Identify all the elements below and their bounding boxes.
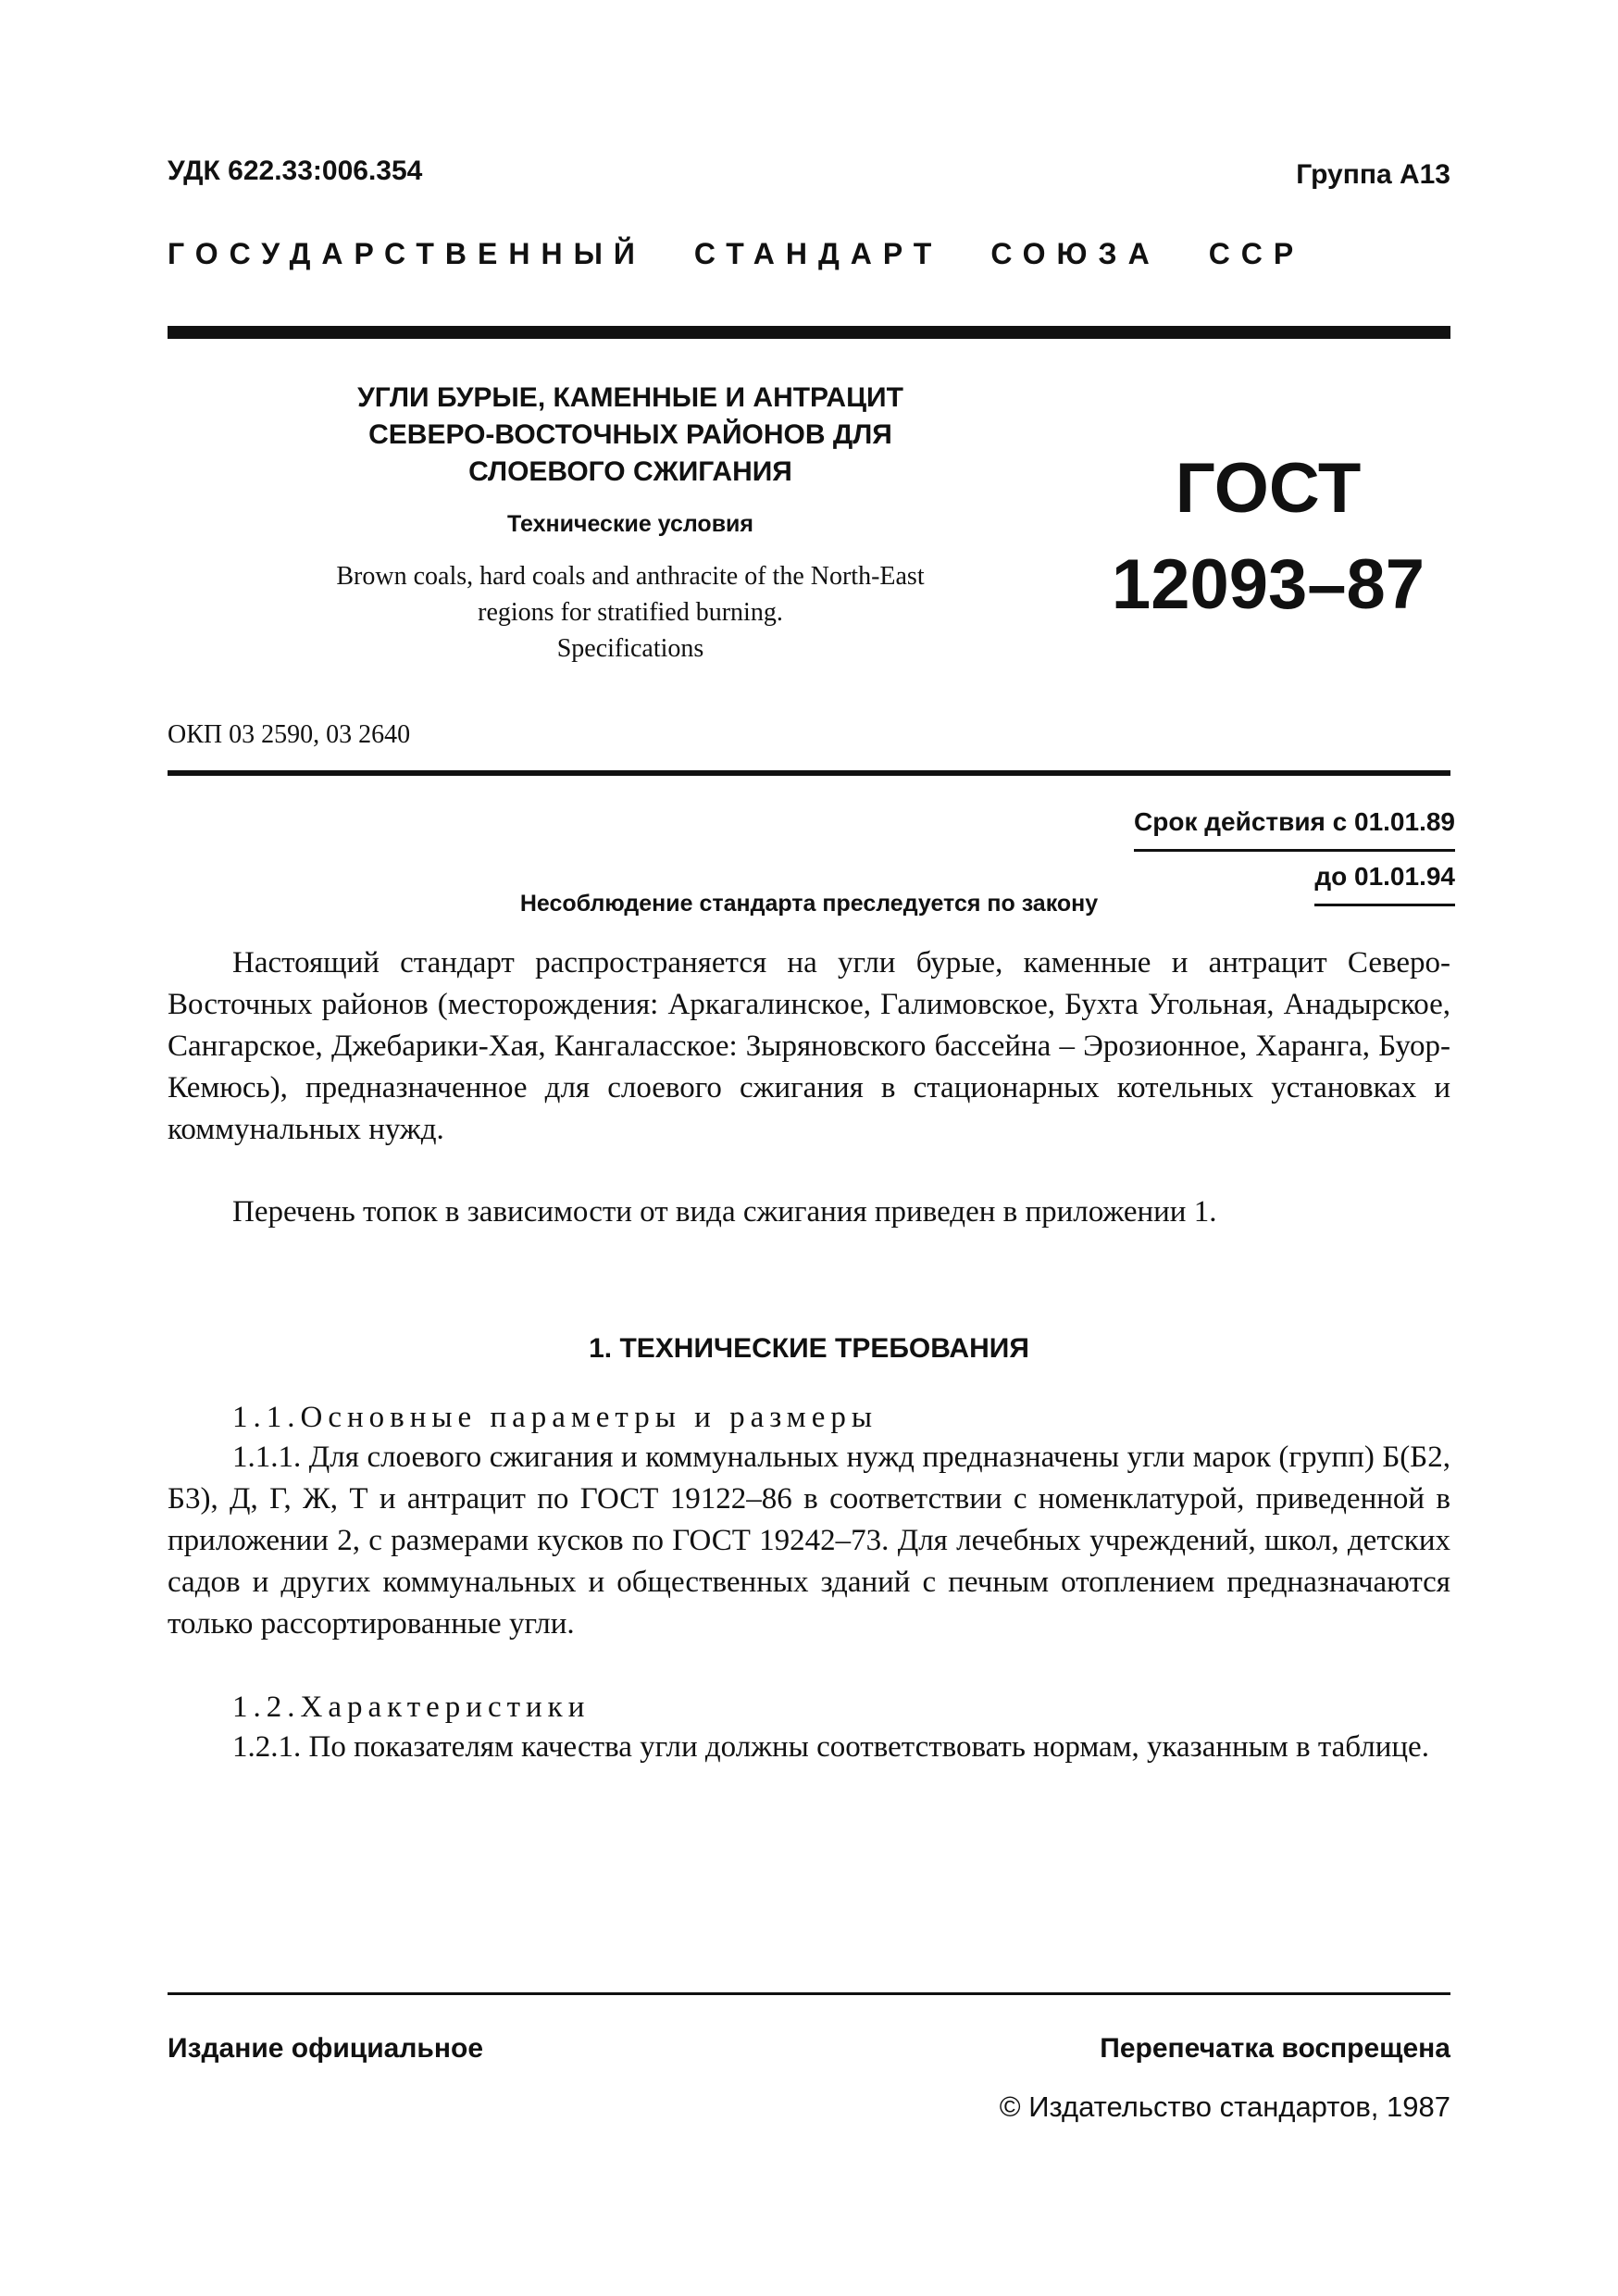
legal-warning: Несоблюдение стандарта преследуется по закону <box>519 891 1099 917</box>
title-line-1: УГЛИ БУРЫЕ, КАМЕННЫЕ И АНТРАЦИТ <box>357 382 903 413</box>
reprint-notice: Перепечатка воспрещена <box>1100 2033 1450 2064</box>
english-line-1: Brown coals, hard coals and anthracite of the North-East <box>336 562 925 591</box>
copyright: © Издательство стандартов, 1987 <box>999 2090 1450 2123</box>
gost-designation <box>1111 441 1425 633</box>
middle-rule <box>168 770 1450 776</box>
furnace-list-paragraph: Перечень топок в зависимости от вида сжигания приведен в приложении 1. <box>232 1195 1217 1229</box>
state-standard-heading <box>168 237 1450 271</box>
english-line-2: regions for stratified burning. <box>478 598 783 627</box>
title-line-2: СЕВЕРО-ВОСТОЧНЫХ РАЙОНОВ ДЛЯ <box>368 419 892 450</box>
section-heading: 1. ТЕХНИЧЕСКИЕ ТРЕБОВАНИЯ <box>589 1333 1029 1364</box>
term-from: Срок действия с 01.01.89 <box>1134 797 1455 852</box>
gost-label: ГОСТ <box>1175 449 1362 528</box>
group-code: Группа А13 <box>1296 159 1450 190</box>
state-word-1: ГОСУДАРСТВЕННЫЙ <box>168 237 646 270</box>
term-to: до 01.01.94 <box>1314 852 1455 906</box>
subsection-1-1-heading: 1.1.Основные параметры и размеры <box>232 1401 878 1434</box>
state-word-2: СТАНДАРТ <box>693 237 943 270</box>
subtitle: Технические условия <box>506 511 754 537</box>
title-block <box>168 380 1093 667</box>
okp-code: ОКП 03 2590, 03 2640 <box>168 720 411 749</box>
footer-rule <box>168 1992 1450 1995</box>
top-rule <box>168 326 1450 339</box>
state-word-3: СОЮЗА <box>990 237 1161 270</box>
clause-1-1-1: 1.1.1. Для слоевого сжигания и коммунальных нужд предназначены угли марок (групп) Б(Б2, Б3), Д, Г, Ж, Т и антрацит по ГОСТ 19122–86 в соответствии с номенклатурой, приведенной в приложении 2, с размерами кусков по ГОСТ 19242–73. Для лечебных учреждений, школ, детских садов и других коммунальных и общественных зданий с печным отоплением предназначаются только рассортированные угли. <box>168 1441 1450 1641</box>
english-line-3: Specifications <box>556 634 704 663</box>
intro-paragraph: Настоящий стандарт распространяется на угли бурые, каменные и антрацит Северо-Восточных районов (месторождения: Аркагалинское, Галимовское, Бухта Угольная, Анадырское, Сангарское, Джебарики-Хая, Кангаласское: Зыряновского бассейна – Эрозионное, Харанга, Буор-Кемюсь), предназначенное для слоевого сжигания в стационарных котельных установках и коммунальных нужд. <box>168 946 1450 1146</box>
title-line-3: СЛОЕВОГО СЖИГАНИЯ <box>468 456 792 487</box>
subsection-1-2-heading: 1.2.Характеристики <box>232 1691 591 1724</box>
gost-number: 12093–87 <box>1111 545 1425 624</box>
udc-code: УДК 622.33:006.354 <box>168 156 423 186</box>
clause-1-2-1: 1.2.1. По показателям качества угли должны соответствовать нормам, указанным в таблице. <box>232 1730 1429 1764</box>
official-edition: Издание официальное <box>168 2033 484 2064</box>
state-word-4: ССР <box>1208 237 1305 270</box>
english-title <box>168 558 1093 667</box>
